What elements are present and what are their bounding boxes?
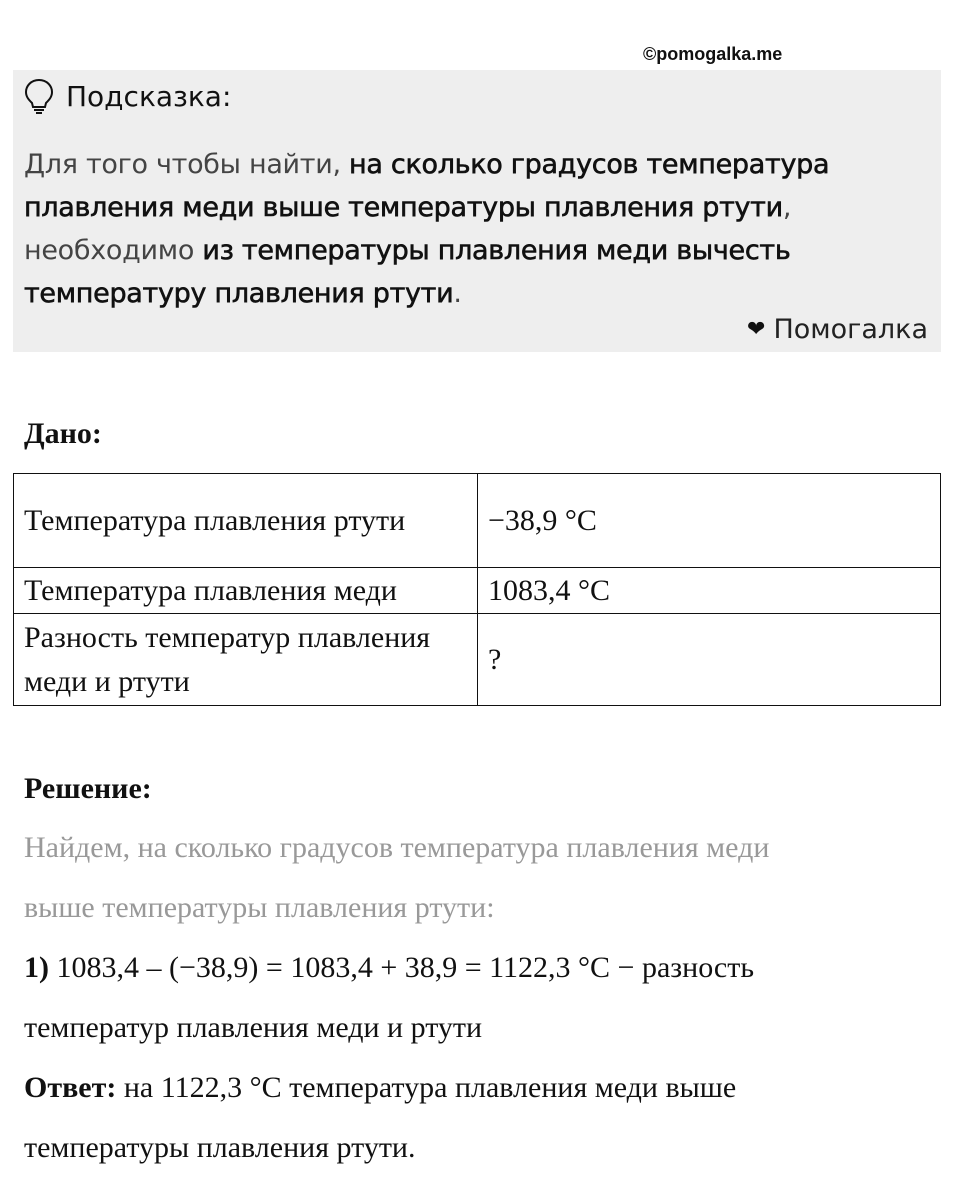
hint-text-part3: . bbox=[453, 278, 462, 309]
table-row bbox=[14, 568, 941, 614]
answer-line1 bbox=[24, 1071, 736, 1105]
table-cell-value: −38,9 °C bbox=[478, 474, 941, 568]
hint-text-bold1: на сколько градусов температура плавления меди выше температуры плавления ртути bbox=[24, 149, 830, 223]
step-expression: 1083,4 – (−38,9) = 1083,4 + 38,9 = 1122,3 °C − разность bbox=[49, 951, 755, 984]
hint-text-part1: Для того чтобы найти, bbox=[24, 149, 350, 180]
step-number: 1) bbox=[24, 951, 49, 984]
solution-title: Решение: bbox=[24, 772, 152, 805]
given-title: Дано: bbox=[24, 417, 102, 450]
answer-line2: температуры плавления ртути. bbox=[24, 1131, 416, 1164]
lightbulb-icon bbox=[24, 78, 54, 114]
given-table bbox=[13, 473, 941, 706]
hint-header bbox=[24, 78, 231, 114]
hint-text-part2: , необходимо bbox=[24, 192, 792, 266]
table-row bbox=[14, 614, 941, 706]
signature-text: Помогалка bbox=[773, 314, 928, 345]
table-cell-value: 1083,4 °C bbox=[478, 568, 941, 614]
table-cell-label: Температура плавления ртути bbox=[14, 474, 478, 568]
table-cell-label: Температура плавления меди bbox=[14, 568, 478, 614]
signature bbox=[747, 314, 928, 345]
hint-title: Подсказка: bbox=[66, 79, 232, 113]
solution-step-line2: температур плавления меди и ртути bbox=[24, 1011, 483, 1044]
solution-intro-line2: выше температуры плавления ртути: bbox=[24, 891, 495, 924]
table-cell-value: ? bbox=[478, 614, 941, 706]
table-row bbox=[14, 474, 941, 568]
answer-label: Ответ: bbox=[24, 1071, 117, 1104]
hint-text bbox=[24, 143, 924, 315]
heart-icon: ❤ bbox=[747, 317, 766, 342]
solution-intro-line1: Найдем, на сколько градусов температура плавления меди bbox=[24, 831, 770, 864]
answer-text: на 1122,3 °C температура плавления меди выше bbox=[116, 1071, 737, 1104]
hint-text-bold2: из температуры плавления меди вычесть температуру плавления ртути bbox=[24, 235, 791, 309]
watermark: ©pomogalka.me bbox=[643, 44, 783, 64]
table-cell-label: Разность температур плавления меди и ртути bbox=[14, 614, 478, 706]
solution-step-line1 bbox=[24, 951, 754, 985]
